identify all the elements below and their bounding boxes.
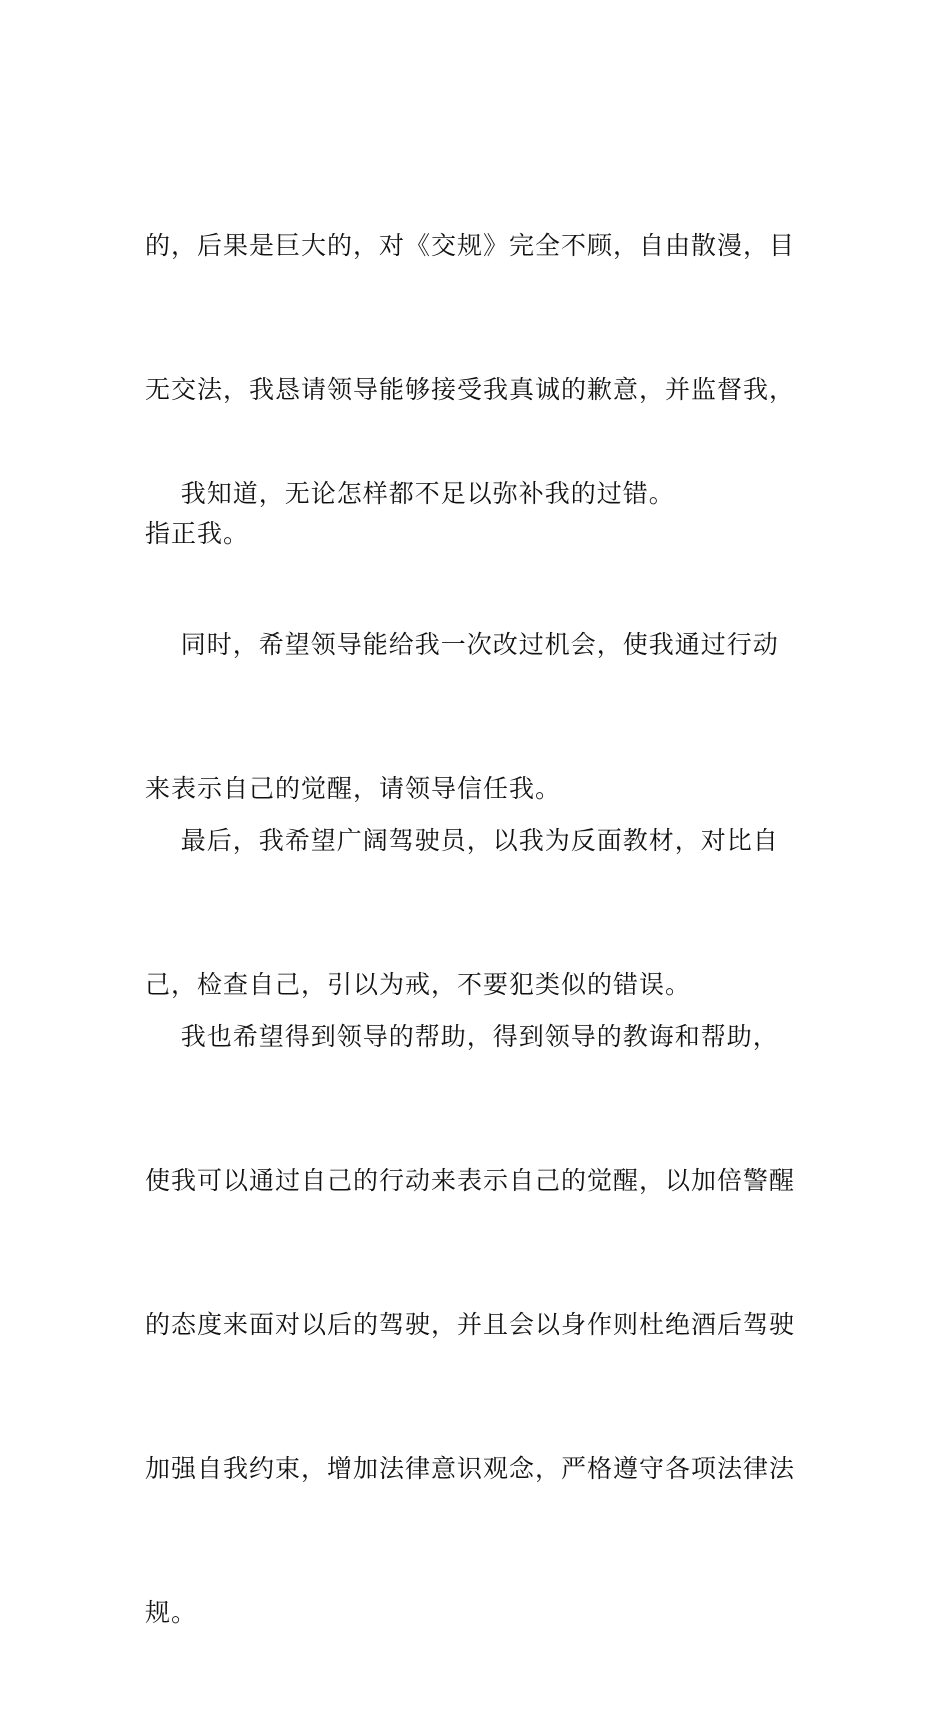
paragraph-5 [145,917,810,1733]
paragraph-line: 指正我。 [145,519,250,548]
paragraph-line: 使我可以通过自己的行动来表示自己的觉醒，以加倍警醒 [145,1166,796,1195]
paragraph-line: 规。 [145,1598,198,1627]
paragraph-line: 的，后果是巨大的，对《交规》完全不顾，自由散漫，目 [145,231,796,260]
paragraph-line: 同时，希望领导能给我一次改过机会，使我通过行动 [145,630,779,659]
paragraph-line: 己，检查自己，引以为戒，不要犯类似的错误。 [145,970,692,999]
paragraph-line: 无交法，我恳请领导能够接受我真诚的歉意，并监督我， [145,375,796,404]
paragraph-line: 我也希望得到领导的帮助，得到领导的教诲和帮助， [145,1022,779,1051]
paragraph-line: 加强自我约束，增加法律意识观念，严格遵守各项法律法 [145,1454,796,1483]
paragraph-line: 我知道，无论怎样都不足以弥补我的过错。 [145,479,675,508]
paragraph-line: 来表示自己的觉醒，请领导信任我。 [145,774,562,803]
paragraph-line: 的态度来面对以后的驾驶，并且会以身作则杜绝酒后驾驶 [145,1310,796,1339]
paragraph-line: 最后，我希望广阔驾驶员，以我为反面教材，对比自 [145,826,779,855]
